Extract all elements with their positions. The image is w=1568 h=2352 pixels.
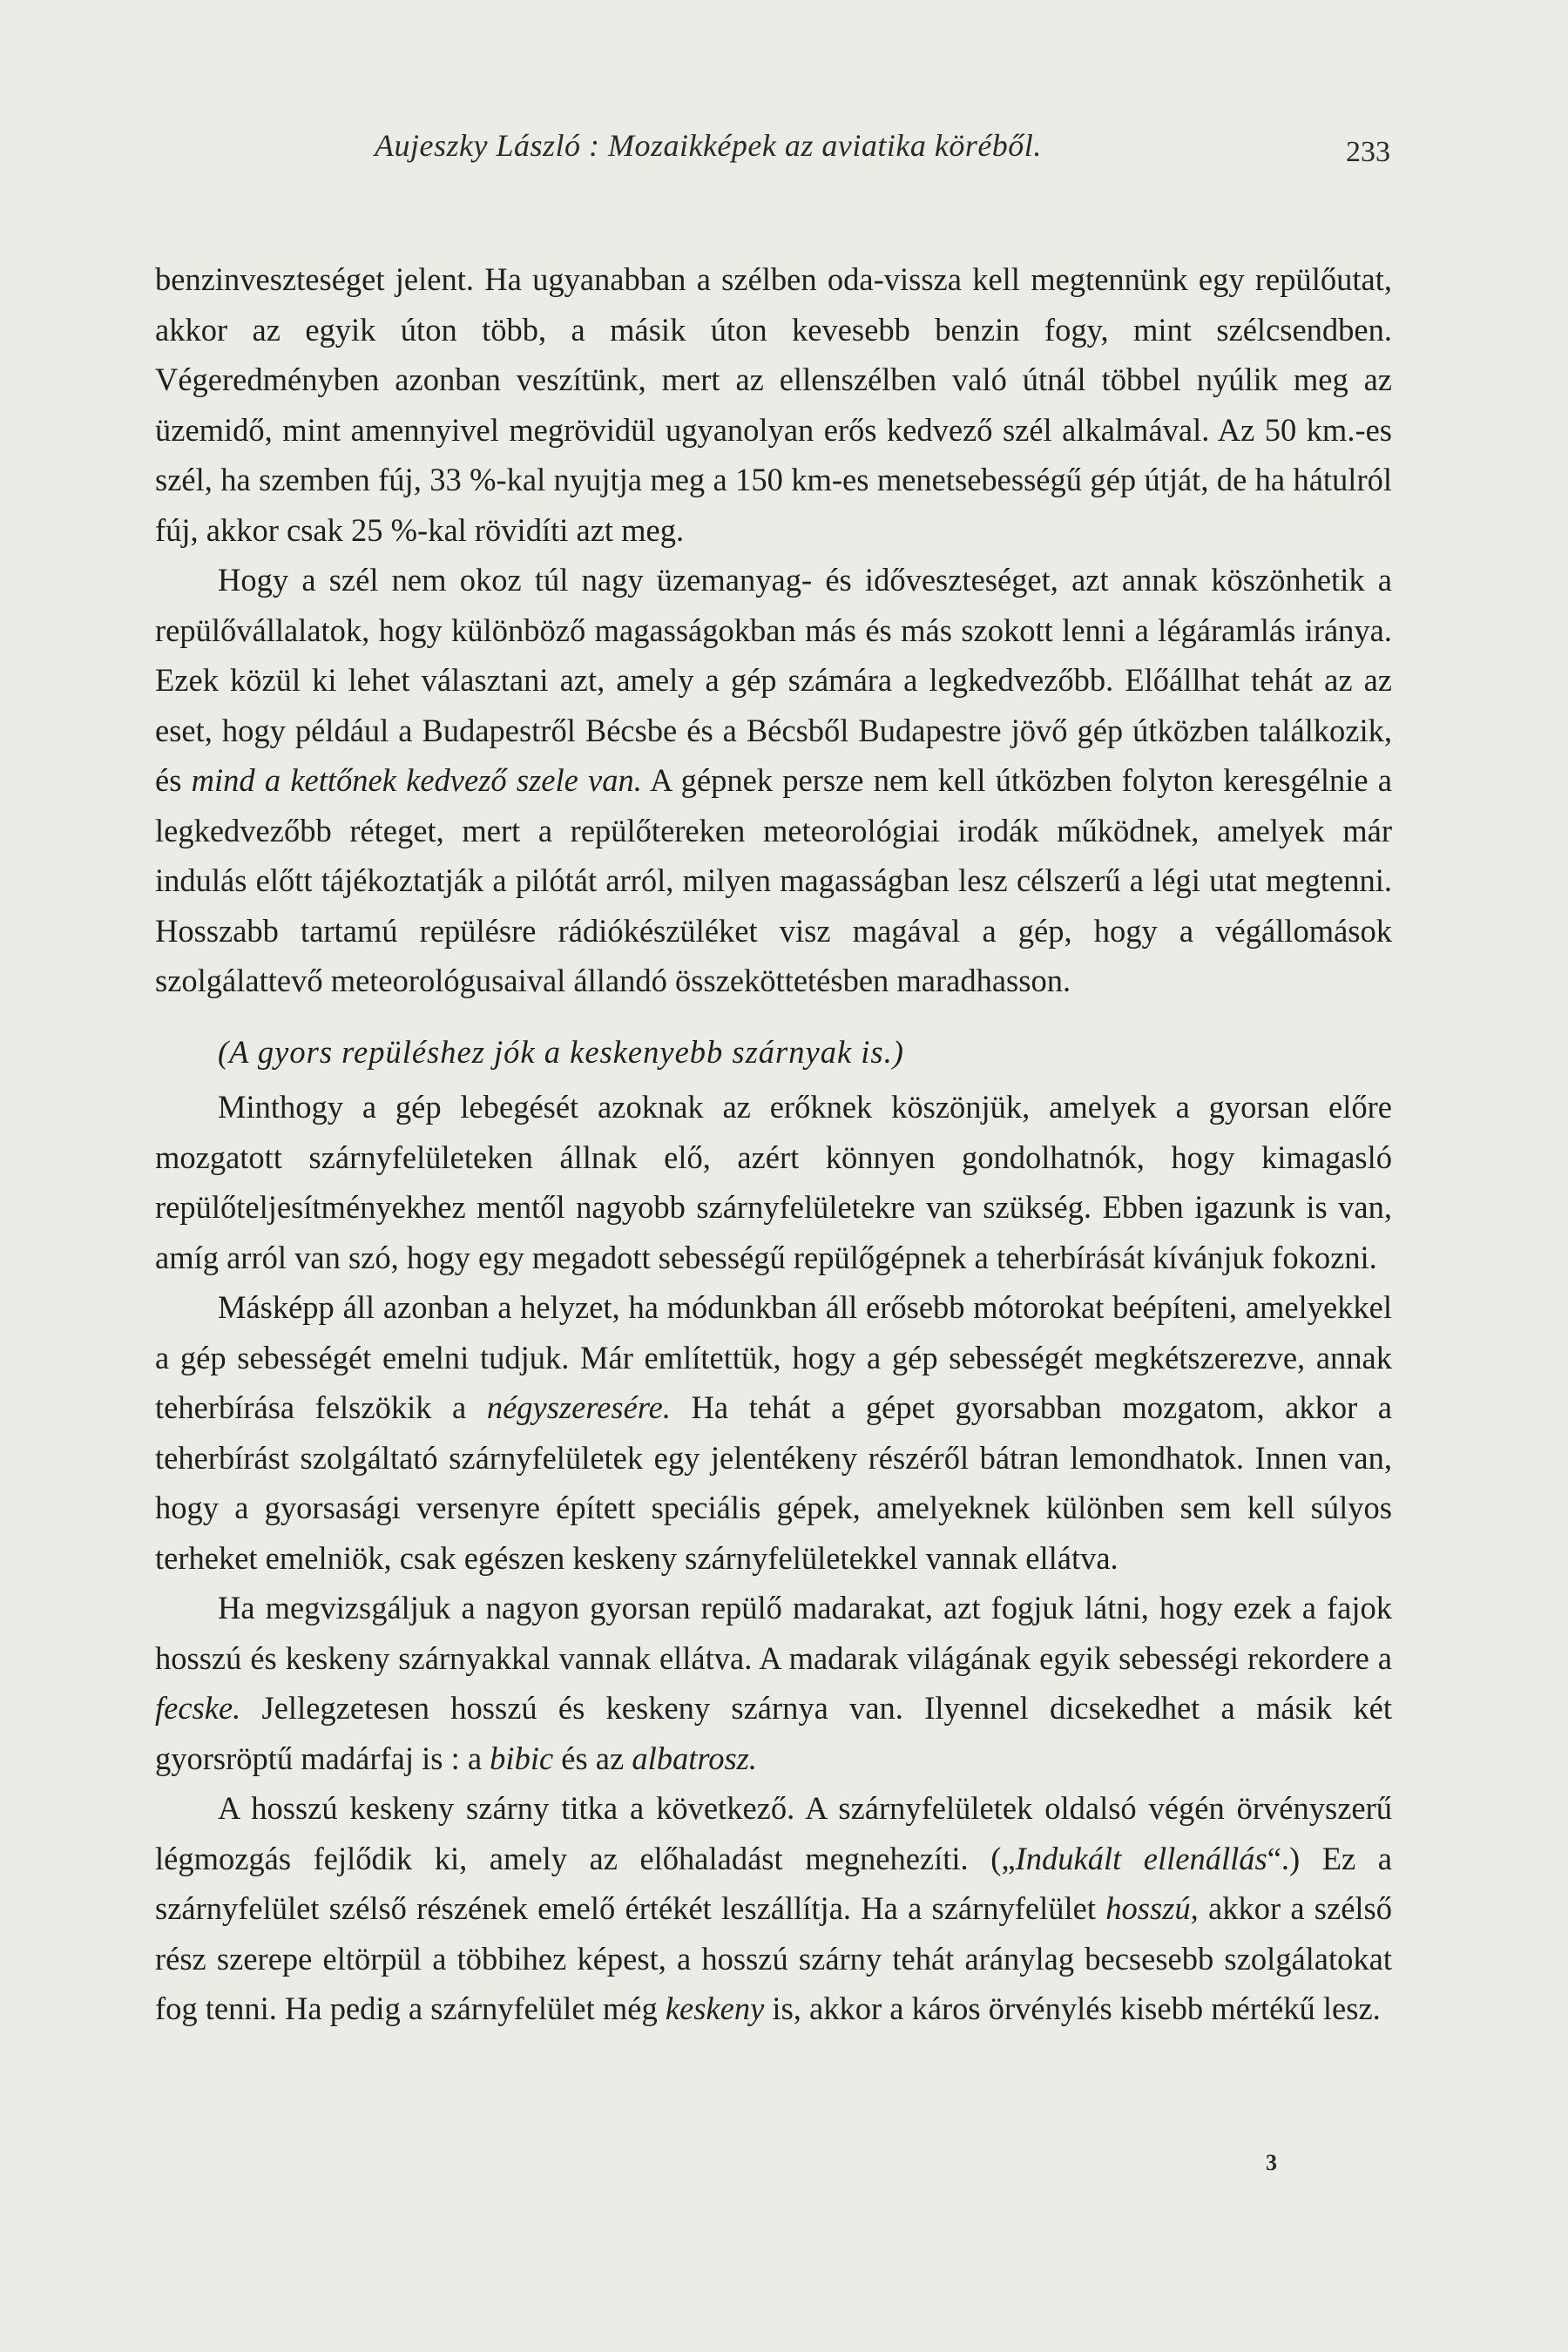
running-head: Aujeszky László : Mozaikképek az aviatika köréből. — [375, 128, 1042, 163]
paragraph-5-text-c: és az — [553, 1740, 632, 1776]
paragraph-6 — [155, 1783, 1392, 2034]
page-number: 233 — [1346, 136, 1390, 168]
paragraph-2-text-a: Hogy a szél nem okoz túl nagy üzemanyag- és időveszteséget, azt annak köszönhetik a repülővállalatok, hogy különböző magasságokban más és más szokott lenni a légáramlás iránya. Ezek közül ki lehet választani azt, amely a gép számára a legkedvezőbb. Előállhat tehát az az eset, hogy például a Budapestről Bécsbe és a Bécsből Budapestre jövő gép útközben találkozik, és — [155, 562, 1392, 798]
paragraph-6-text-b: “.) Ez a szárnyfelület szélső részének emelő értékét leszállítja. Ha a szárnyfelület — [155, 1840, 1392, 1926]
paragraph-2-text-b: A gépnek persze nem kell útközben folyton keresgélnie a legkedvezőbb réteget, mert a repülőtereken meteorológiai irodák működnek, amelyek már indulás előtt tájékoztatják a pilótát arról, milyen magasságban lesz célszerű a légi utat megtenni. Hosszabb tartamú repülésre rádiókészüléket visz magával a gép, hogy a végállomások szolgálattevő meteorológusaival állandó összeköttetésben maradhasson. — [155, 762, 1393, 998]
paragraph-2-emphasis: mind a kettőnek kedvező szele van. — [191, 762, 642, 798]
body-text — [155, 254, 1392, 2034]
paragraph-4-text-a: Másképp áll azonban a helyzet, ha módunkban áll erősebb mótorokat beépíteni, amelyekkel a gép sebességét emelni tudjuk. Már említettük, hogy a gép sebességét megkétszerezve, annak teherbírása felszökik a — [155, 1289, 1392, 1425]
paragraph-6-text-a: A hosszú keskeny szárny titka a következő. A szárnyfelületek oldalsó végén örvényszerű légmozgás fejlődik ki, amely az előhaladást megnehezíti. („ — [155, 1790, 1392, 1876]
paragraph-4 — [155, 1282, 1392, 1583]
paragraph-6-emphasis-1: Indukált ellenállás — [1015, 1840, 1267, 1876]
paragraph-1: benzinveszteséget jelent. Ha ugyanabban a szélben oda-vissza kell megtennünk egy repülőutat, akkor az egyik úton több, a másik úton kevesebb benzin fogy, mint szélcsendben. Végeredményben azonban veszítünk, mert az ellenszélben való útnál többel nyúlik meg az üzemidő, mint amennyivel megrövidül ugyanolyan erős kedvező szél alkalmával. Az 50 km.-es szél, ha szemben fúj, 33 %-kal nyujtja meg a 150 km-es menetsebességű gép útját, de ha hátulról fúj, akkor csak 25 %-kal rövidíti azt meg. — [155, 261, 1392, 548]
paragraph-5-text-a: Ha megvizsgáljuk a nagyon gyorsan repülő madarakat, azt fogjuk látni, hogy ezek a fajok hosszú és keskeny szárnyakkal vannak ellátva. A madarak világának egyik sebességi rekordere a — [155, 1590, 1392, 1676]
paragraph-5-emphasis-3: albatrosz. — [632, 1740, 758, 1776]
section-subheading: (A gyors repüléshez jók a keskenyebb szárnyak is.) — [218, 1033, 904, 1070]
paragraph-6-emphasis-2: hosszú, — [1105, 1890, 1199, 1926]
paragraph-2 — [155, 555, 1392, 1006]
paragraph-6-emphasis-3: keskeny — [665, 1990, 765, 2026]
paragraph-4-text-b: Ha tehát a gépet gyorsabban mozgatom, akkor a teherbírást szolgáltató szárnyfelületek egy jelentékeny részéről bátran lemondhatok. Innen van, hogy a gyorsasági versenyre épített speciális gépek, amelyeknek különben sem kell súlyos terheket emelniök, csak egészen keskeny szárnyfelületekkel vannak ellátva. — [155, 1389, 1393, 1576]
paragraph-4-emphasis: négyszeresére. — [486, 1389, 671, 1425]
paragraph-3: Minthogy a gép lebegését azoknak az erőknek köszönjük, amelyek a gyorsan előre mozgatott szárnyfelületeken állnak elő, azért könnyen gondolhatnók, hogy kimagasló repülőteljesítményekhez mentől nagyobb szárnyfelületekre van szükség. Ebben igazunk is van, amíg arról van szó, hogy egy megadott sebességű repülőgépnek a teherbírását kívánjuk fokozni. — [155, 1089, 1392, 1275]
paragraph-5-emphasis-1: fecske. — [155, 1690, 241, 1726]
paragraph-6-text-c: akkor a szélső rész szerepe eltörpül a többihez képest, a hosszú szárny tehát aránylag becsesebb szolgálatokat fog tenni. Ha pedig a szárnyfelület még — [155, 1890, 1392, 2026]
paragraph-5-emphasis-2: bibic — [490, 1740, 554, 1776]
paragraph-5 — [155, 1583, 1392, 1783]
paragraph-6-text-d: is, akkor a káros örvénylés kisebb mértékű lesz. — [764, 1990, 1381, 2026]
paragraph-5-text-b: Jellegzetesen hosszú és keskeny szárnya van. Ilyennel dicsekedhet a másik két gyorsröptű madárfaj is : a — [155, 1690, 1392, 1776]
signature-mark: 3 — [1266, 2150, 1277, 2175]
